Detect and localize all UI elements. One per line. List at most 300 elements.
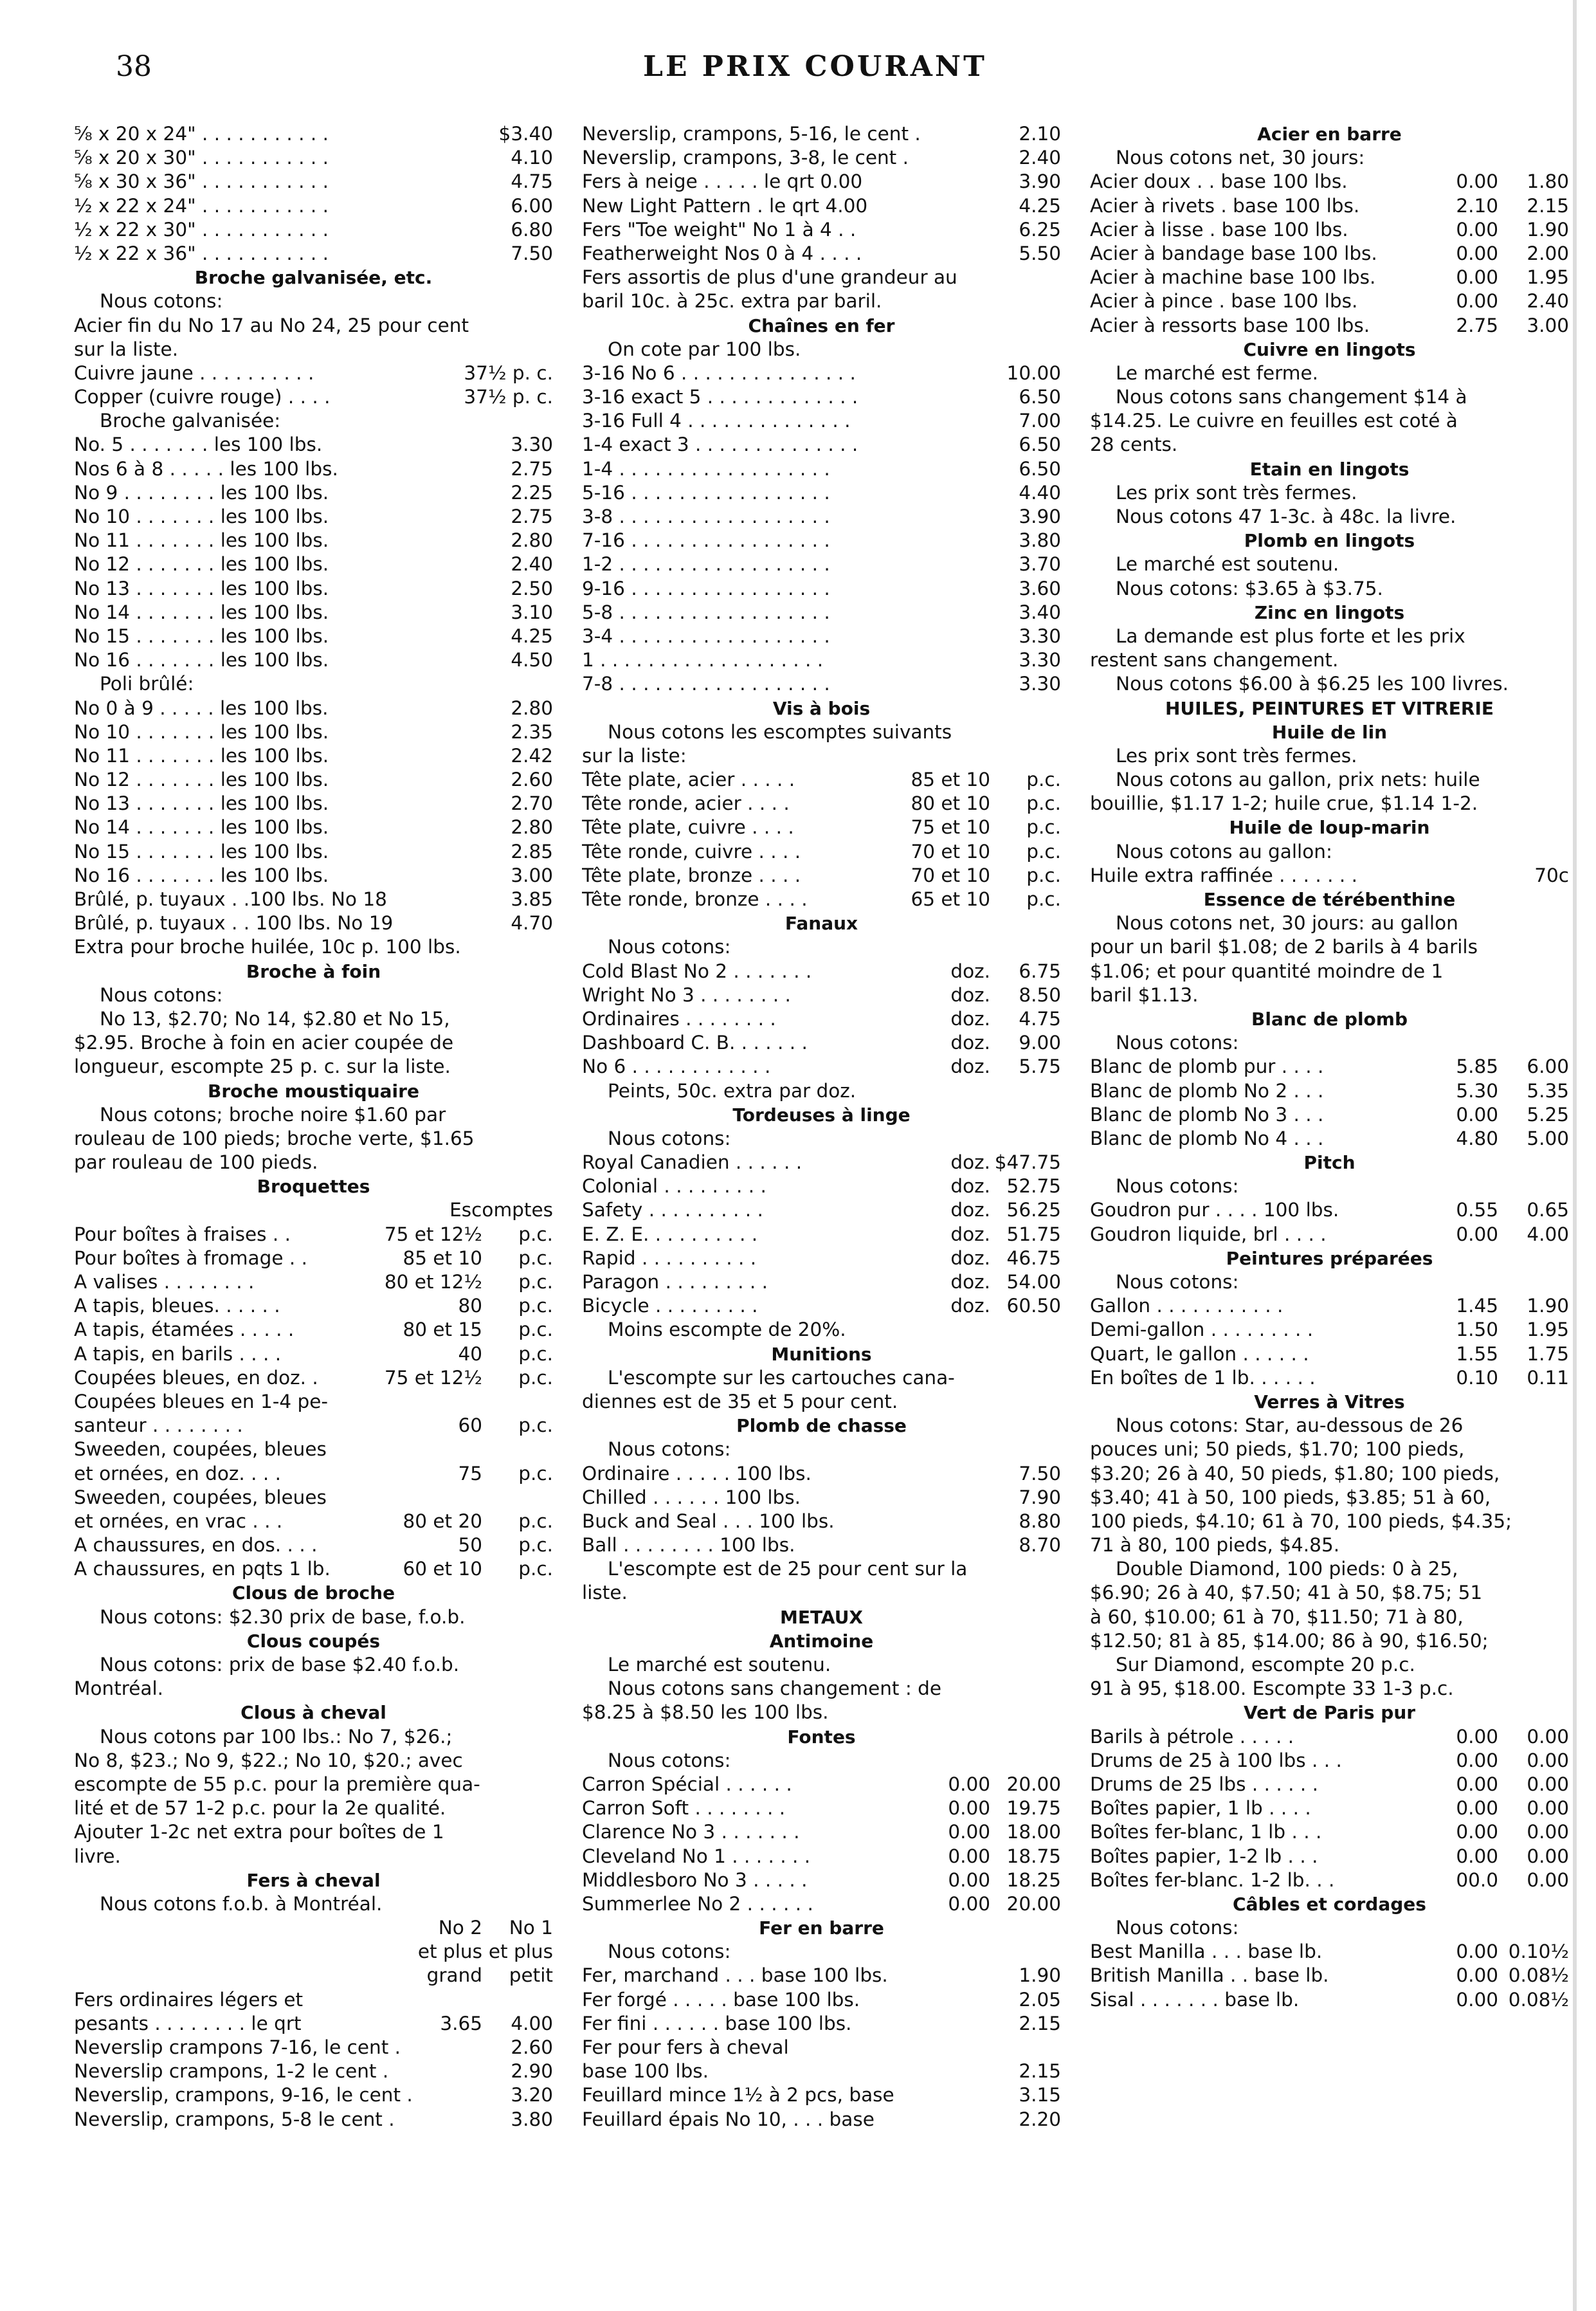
row-value: 2.20: [1019, 2108, 1061, 2130]
section-heading: Acier en barre: [1257, 123, 1402, 145]
row-label: Copper (cuivre rouge) . . . .: [74, 386, 331, 408]
text-line: [74, 672, 553, 696]
text-line: [582, 1318, 1061, 1342]
price-row: [1090, 1055, 1569, 1079]
row-label: Feuillard épais No 10, . . . base: [582, 2108, 875, 2130]
row-label: Buck and Seal . . . 100 lbs.: [582, 1510, 835, 1532]
row-value: 2.60: [511, 769, 553, 791]
row-label: pour un baril $1.08; de 2 barils à 4 barils: [1090, 936, 1478, 958]
price-row: [74, 1247, 553, 1270]
row-value-low: doz.: [950, 983, 990, 1006]
row-label: baril $1.13.: [1090, 983, 1199, 1006]
text-line: [1090, 935, 1569, 959]
price-row: [74, 1198, 553, 1222]
price-row: [582, 1533, 1061, 1557]
row-label: Acier doux . . base 100 lbs.: [1090, 170, 1348, 193]
row-value: 2.40: [511, 553, 553, 576]
price-row: [582, 1988, 1061, 2012]
row-value: 18.25: [1006, 1868, 1061, 1891]
row-label: Nous cotons au gallon:: [1116, 840, 1332, 863]
section-heading: Vis à bois: [772, 697, 871, 719]
price-row: [582, 2083, 1061, 2107]
row-value: 8.80: [1019, 1510, 1061, 1532]
row-label: Clarence No 3 . . . . . . .: [582, 1821, 800, 1843]
row-value: 4.25: [1019, 194, 1061, 217]
row-value: 0.10½: [1508, 1941, 1569, 1963]
row-label: Nous cotons sans changement : de: [608, 1677, 942, 1700]
row-value: 0.00: [1527, 1773, 1569, 1795]
row-value-low: 0.00: [1456, 1821, 1498, 1843]
price-row: [74, 1557, 553, 1581]
row-label: santeur . . . . . . . .: [74, 1414, 243, 1437]
row-label: Sweeden, coupées, bleues: [74, 1486, 327, 1508]
row-value: 8.70: [1019, 1534, 1061, 1557]
row-label: Nous cotons au gallon, prix nets: huile: [1116, 769, 1480, 791]
row-value-low: 0.00: [1456, 1797, 1498, 1820]
row-value: 5.75: [1019, 1055, 1061, 1078]
row-label: $1.06; et pour quantité moindre de 1: [1090, 960, 1444, 982]
row-value: 2.15: [1019, 2012, 1061, 2034]
page-number: 38: [116, 50, 152, 83]
row-value: 2.15: [1019, 2060, 1061, 2083]
price-row: [1090, 1988, 1569, 2012]
section-heading: Verres à Vitres: [1254, 1391, 1405, 1412]
row-label: ⅝ x 20 x 30" . . . . . . . . . . .: [74, 147, 329, 169]
row-label: bouillie, $1.17 1-2; huile crue, $1.14 1-2.: [1090, 792, 1478, 815]
price-row: [74, 2108, 553, 2132]
row-label: Acier à machine base 100 lbs.: [1090, 266, 1376, 289]
row-label: No 15 . . . . . . . les 100 lbs.: [74, 625, 329, 647]
price-row: [74, 2036, 553, 2060]
row-label: Tête plate, cuivre . . . .: [582, 816, 794, 839]
row-value-low: doz.: [950, 1247, 990, 1269]
row-label: Cold Blast No 2 . . . . . . .: [582, 960, 812, 982]
row-value: 0.00: [1527, 1725, 1569, 1748]
text-line: [74, 338, 553, 361]
text-line: [1090, 409, 1569, 433]
row-label: Les prix sont très fermes.: [1116, 744, 1357, 767]
row-label: Nous cotons:: [608, 936, 731, 958]
row-label: Featherweight Nos 0 à 4 . . . .: [582, 242, 862, 264]
section-heading: Broquettes: [257, 1176, 370, 1198]
row-value-low: doz.: [950, 1223, 990, 1245]
row-label: baril 10c. à 25c. extra par baril.: [582, 290, 882, 313]
price-row: [1090, 1127, 1569, 1151]
text-line: [1090, 1533, 1569, 1557]
row-value: 4.10: [511, 147, 553, 169]
row-value-low: 75 et 10: [911, 816, 990, 839]
row-label: $2.95. Broche à foin en acier coupée de: [74, 1032, 454, 1054]
price-row: [582, 983, 1061, 1007]
price-row: [582, 1510, 1061, 1533]
row-value: 1.95: [1527, 266, 1569, 289]
price-row: [74, 601, 553, 625]
section-heading: Tordeuses à linge: [732, 1104, 911, 1126]
row-value: p.c.: [1026, 769, 1061, 791]
row-value: 2.70: [511, 792, 553, 815]
row-label: Montréal.: [74, 1677, 164, 1700]
row-label: Cuivre jaune . . . . . . . . . .: [74, 361, 314, 384]
row-value: 7.50: [1019, 1462, 1061, 1484]
row-value-low: grand: [426, 1964, 482, 1987]
row-label: par rouleau de 100 pieds.: [74, 1151, 318, 1174]
row-label: Nous cotons f.o.b. à Montréal.: [100, 1892, 383, 1915]
price-row: [74, 529, 553, 553]
price-row: [74, 433, 553, 457]
row-value: 3.30: [1019, 625, 1061, 647]
row-value-low: doz.: [950, 1295, 990, 1317]
row-label: Best Manilla . . . base lb.: [1090, 1941, 1323, 1963]
price-row: [582, 505, 1061, 529]
price-row: [582, 648, 1061, 672]
price-row: [1090, 266, 1569, 289]
row-value: p.c.: [518, 1319, 553, 1341]
row-label: Nous cotons net, 30 jours:: [1116, 147, 1365, 169]
price-row: [1090, 1820, 1569, 1844]
row-value-low: 40: [458, 1342, 482, 1365]
row-value: 0.00: [1527, 1797, 1569, 1820]
row-label: Nous cotons: Star, au-dessous de 26: [1116, 1414, 1464, 1437]
row-label: Nous cotons sans changement $14 à: [1116, 386, 1467, 408]
row-label: Neverslip, crampons, 5-8 le cent .: [74, 2108, 395, 2130]
row-label: 3-16 exact 5 . . . . . . . . . . . . .: [582, 386, 858, 408]
row-label: ⅝ x 20 x 24" . . . . . . . . . . .: [74, 123, 329, 145]
text-line: [1090, 1438, 1569, 1461]
price-row: [582, 672, 1061, 696]
row-label: A tapis, bleues. . . . . .: [74, 1295, 280, 1317]
row-label: lité et de 57 1-2 p.c. pour la 2e qualité.: [74, 1797, 446, 1820]
price-row: [582, 792, 1061, 816]
price-row: [582, 1820, 1061, 1844]
row-label: Nous cotons:: [608, 1438, 731, 1461]
row-label: 3-16 Full 4 . . . . . . . . . . . . . .: [582, 410, 851, 432]
text-line: [1090, 1462, 1569, 1486]
row-label: Ordinaire . . . . . 100 lbs.: [582, 1462, 812, 1484]
text-line: [74, 1653, 553, 1677]
row-value: 5.25: [1527, 1103, 1569, 1126]
price-row: [582, 481, 1061, 505]
row-value: 7.50: [511, 242, 553, 264]
text-line: [74, 1988, 553, 2012]
row-value: 6.50: [1019, 457, 1061, 480]
section-heading: Vert de Paris pur: [1243, 1702, 1416, 1724]
price-row: [582, 385, 1061, 409]
row-value: 4.75: [511, 170, 553, 193]
text-line: [582, 1557, 1061, 1581]
row-label: A chaussures, en dos. . . .: [74, 1534, 318, 1557]
row-value-low: 0.00: [1456, 1964, 1498, 1987]
row-value: 5.35: [1527, 1079, 1569, 1102]
text-line: [582, 1653, 1061, 1677]
price-row: [74, 648, 553, 672]
row-label: et ornées, en doz. . . .: [74, 1462, 281, 1484]
row-value: 2.80: [511, 529, 553, 552]
row-label: Le marché est soutenu.: [1116, 553, 1339, 576]
row-value: 3.00: [1527, 314, 1569, 336]
row-label: Sisal . . . . . . . base lb.: [1090, 1988, 1300, 2011]
price-row: [74, 2083, 553, 2107]
price-row: [74, 888, 553, 911]
row-value: p.c.: [518, 1534, 553, 1557]
price-row: [1090, 1845, 1569, 1868]
row-value: p.c.: [518, 1366, 553, 1389]
row-value-low: 80 et 10: [911, 792, 990, 815]
row-label: Nous cotons:: [100, 290, 223, 313]
price-row: [74, 505, 553, 529]
row-value: 4.70: [511, 912, 553, 935]
price-row: [74, 744, 553, 768]
price-row: [582, 194, 1061, 218]
row-label: Fer pour fers à cheval: [582, 2036, 789, 2058]
row-label: Le marché est ferme.: [1116, 361, 1319, 384]
scan-edge-shadow: [1573, 0, 1577, 2311]
price-row: [74, 840, 553, 864]
row-value-low: doz.: [950, 1055, 990, 1078]
price-row: [74, 577, 553, 601]
row-value-low: doz.: [950, 1151, 990, 1174]
row-label: No 11 . . . . . . . les 100 lbs.: [74, 744, 329, 767]
row-label: Quart, le gallon . . . . . .: [1090, 1342, 1309, 1365]
price-row: [74, 816, 553, 839]
text-line: [74, 1438, 553, 1461]
price-row: [582, 1796, 1061, 1820]
row-label: Blanc de plomb No 3 . . .: [1090, 1103, 1324, 1126]
row-value-low: 2.75: [1456, 314, 1498, 336]
price-row: [582, 529, 1061, 553]
row-label: Fer fini . . . . . . base 100 lbs.: [582, 2012, 852, 2034]
price-row: [74, 122, 553, 146]
row-label: Ajouter 1-2c net extra pour boîtes de 1: [74, 1821, 444, 1843]
row-label: Fers ordinaires légers et: [74, 1988, 304, 2011]
price-row: [582, 1462, 1061, 1486]
section-heading: Câbles et cordages: [1233, 1893, 1426, 1915]
price-row: [1090, 218, 1569, 242]
row-value: 0.00: [1527, 1749, 1569, 1771]
row-value-low: 0.00: [1456, 266, 1498, 289]
row-value: 2.10: [1019, 123, 1061, 145]
price-row: [74, 1294, 553, 1318]
row-label: No 12 . . . . . . . les 100 lbs.: [74, 769, 329, 791]
row-label: $8.25 à $8.50 les 100 lbs.: [582, 1701, 829, 1724]
row-value-low: 3.65: [440, 2012, 482, 2034]
row-label: Acier fin du No 17 au No 24, 25 pour cent: [74, 314, 469, 336]
price-row: [582, 553, 1061, 576]
text-line: [1090, 648, 1569, 672]
row-label: Rapid . . . . . . . . . .: [582, 1247, 757, 1269]
row-value: 2.80: [511, 697, 553, 719]
price-row: [582, 2108, 1061, 2132]
row-value: 2.50: [511, 577, 553, 599]
row-label: Fers assortis de plus d'une grandeur au: [582, 266, 957, 289]
row-label: Nous cotons:: [1116, 1032, 1239, 1054]
row-value-low: 0.00: [948, 1797, 990, 1820]
row-value-low: doz.: [950, 1175, 990, 1198]
row-label: Blanc de plomb No 4 . . .: [1090, 1127, 1324, 1149]
row-value-low: 80: [458, 1295, 482, 1317]
price-row: [1090, 1103, 1569, 1127]
row-label: Blanc de plomb pur . . . .: [1090, 1055, 1324, 1078]
row-value: 4.00: [511, 2012, 553, 2034]
row-label: No 14 . . . . . . . les 100 lbs.: [74, 816, 329, 839]
price-row: [582, 146, 1061, 170]
text-line: [74, 1055, 553, 1079]
row-value: 3.40: [1019, 601, 1061, 623]
text-line: [74, 1031, 553, 1055]
row-label: Drums de 25 à 100 lbs . . .: [1090, 1749, 1342, 1771]
row-value-low: 1.45: [1456, 1295, 1498, 1317]
row-label: 5-16 . . . . . . . . . . . . . . . . .: [582, 481, 830, 504]
text-line: [1090, 1605, 1569, 1629]
row-label: sur la liste.: [74, 338, 179, 360]
price-row: [74, 1414, 553, 1438]
row-label: Nous cotons les escomptes suivants: [608, 720, 952, 743]
price-row: [582, 1892, 1061, 1916]
row-value-low: 70 et 10: [911, 864, 990, 886]
price-row: [74, 385, 553, 409]
row-label: A tapis, en barils . . . .: [74, 1342, 282, 1365]
text-line: [1090, 146, 1569, 170]
row-value: p.c.: [1026, 864, 1061, 886]
row-value: 3.30: [511, 434, 553, 456]
row-label: $6.90; 26 à 40, $7.50; 41 à 50, $8.75; 51: [1090, 1582, 1483, 1604]
row-label: L'escompte est de 25 pour cent sur la: [608, 1558, 968, 1580]
section-heading: Huile de loup-marin: [1229, 817, 1430, 839]
row-label: No 16 . . . . . . . les 100 lbs.: [74, 649, 329, 671]
price-row: [582, 1198, 1061, 1222]
row-value: p.c.: [518, 1295, 553, 1317]
row-value: 8.50: [1019, 983, 1061, 1006]
price-row: [74, 792, 553, 816]
row-value: 3.30: [1019, 673, 1061, 695]
row-label: 1-2 . . . . . . . . . . . . . . . . . .: [582, 553, 830, 576]
row-label: Demi-gallon . . . . . . . . .: [1090, 1319, 1314, 1341]
row-label: Nous cotons:: [1116, 1917, 1239, 1939]
row-value-low: 0.00: [1456, 1749, 1498, 1771]
row-label: Coupées bleues en 1-4 pe-: [74, 1390, 329, 1412]
price-row: [1090, 1725, 1569, 1749]
page-title: LE PRIX COURANT: [643, 50, 987, 83]
price-row: [74, 697, 553, 720]
price-row: [582, 218, 1061, 242]
row-value-low: 85 et 10: [403, 1247, 482, 1269]
section-heading: Fanaux: [784, 913, 858, 935]
section-heading: Chaînes en fer: [748, 315, 895, 336]
text-line: [74, 1486, 553, 1510]
price-row: [74, 170, 553, 194]
row-value-low: doz.: [950, 960, 990, 982]
text-line: [582, 1366, 1061, 1390]
row-label: Neverslip, crampons, 9-16, le cent .: [74, 2084, 413, 2106]
text-line: [582, 1749, 1061, 1773]
price-row: [74, 218, 553, 242]
row-label: Boîtes fer-blanc. 1-2 lb. . .: [1090, 1868, 1335, 1891]
text-line: [582, 1438, 1061, 1461]
price-row: [582, 122, 1061, 146]
row-label: Nous cotons:: [1116, 1175, 1239, 1198]
section-heading: Munitions: [771, 1343, 872, 1365]
section-heading: Fontes: [787, 1726, 856, 1748]
row-value: 3.85: [511, 888, 553, 910]
price-row: [582, 1773, 1061, 1796]
row-value-low: 0.10: [1456, 1366, 1498, 1389]
text-line: [582, 1127, 1061, 1151]
text-line: [1090, 1629, 1569, 1653]
row-label: Brûlé, p. tuyaux . .100 lbs. No 18: [74, 888, 387, 910]
row-label: No 11 . . . . . . . les 100 lbs.: [74, 529, 329, 552]
price-row: [582, 768, 1061, 792]
row-label: A tapis, étamées . . . . .: [74, 1319, 295, 1341]
price-row: [74, 2012, 553, 2036]
text-line: [74, 1127, 553, 1151]
section-heading: Blanc de plomb: [1251, 1008, 1408, 1030]
section-heading: Antimoine: [769, 1630, 874, 1652]
row-value: 2.80: [511, 816, 553, 839]
row-value: 19.75: [1006, 1797, 1061, 1820]
price-row: [582, 1294, 1061, 1318]
row-label: Barils à pétrole . . . . .: [1090, 1725, 1294, 1748]
row-value: petit: [509, 1964, 553, 1987]
price-row: [1090, 242, 1569, 266]
row-value-low: 00.0: [1456, 1868, 1498, 1891]
price-row: [582, 1174, 1061, 1198]
row-label: Acier à lisse . base 100 lbs.: [1090, 218, 1348, 241]
row-value: p.c.: [518, 1462, 553, 1484]
row-value-low: 50: [458, 1534, 482, 1557]
row-value: p.c.: [1026, 816, 1061, 839]
row-value-low: doz.: [950, 1271, 990, 1293]
row-label: Acier à bandage base 100 lbs.: [1090, 242, 1377, 264]
price-row: [1090, 289, 1569, 313]
row-value-low: 0.00: [948, 1892, 990, 1915]
price-row: [582, 1247, 1061, 1270]
row-value: 6.80: [511, 218, 553, 241]
row-label: 5-8 . . . . . . . . . . . . . . . . . .: [582, 601, 830, 623]
row-value: 3.15: [1019, 2084, 1061, 2106]
row-value: 4.40: [1019, 481, 1061, 504]
row-label: No 8, $23.; No 9, $22.; No 10, $20.; avec: [74, 1749, 463, 1771]
row-value: 6.75: [1019, 960, 1061, 982]
row-label: Nous cotons: $2.30 prix de base, f.o.b.: [100, 1605, 466, 1628]
row-value-low: 0.00: [1456, 170, 1498, 193]
price-row: [1090, 864, 1569, 888]
row-value-low: 0.00: [1456, 1223, 1498, 1245]
row-label: Safety . . . . . . . . . .: [582, 1199, 763, 1221]
row-value: 5.00: [1527, 1127, 1569, 1149]
row-value: 56.25: [1006, 1199, 1061, 1221]
row-value-low: 0.00: [948, 1773, 990, 1795]
row-label: Neverslip, crampons, 5-16, le cent .: [582, 123, 921, 145]
row-value-low: 0.00: [1456, 1845, 1498, 1867]
column-left: [74, 122, 553, 2283]
row-value-low: 0.00: [1456, 242, 1498, 264]
row-value: 20.00: [1006, 1773, 1061, 1795]
row-label: $3.20; 26 à 40, 50 pieds, $1.80; 100 pieds,: [1090, 1462, 1500, 1484]
row-value: 51.75: [1006, 1223, 1061, 1245]
row-value: 6.50: [1019, 434, 1061, 456]
row-value: 2.25: [511, 481, 553, 504]
text-line: [582, 1390, 1061, 1414]
text-line: [582, 1701, 1061, 1724]
row-value: 3.20: [511, 2084, 553, 2106]
row-label: Blanc de plomb No 2 . . .: [1090, 1079, 1324, 1102]
row-value-low: 65 et 10: [911, 888, 990, 910]
price-row: [1090, 1294, 1569, 1318]
row-value: p.c.: [1026, 792, 1061, 815]
row-label: L'escompte sur les cartouches cana-: [608, 1366, 955, 1389]
text-line: [74, 1677, 553, 1701]
price-row: [74, 1223, 553, 1247]
text-line: [74, 1390, 553, 1414]
